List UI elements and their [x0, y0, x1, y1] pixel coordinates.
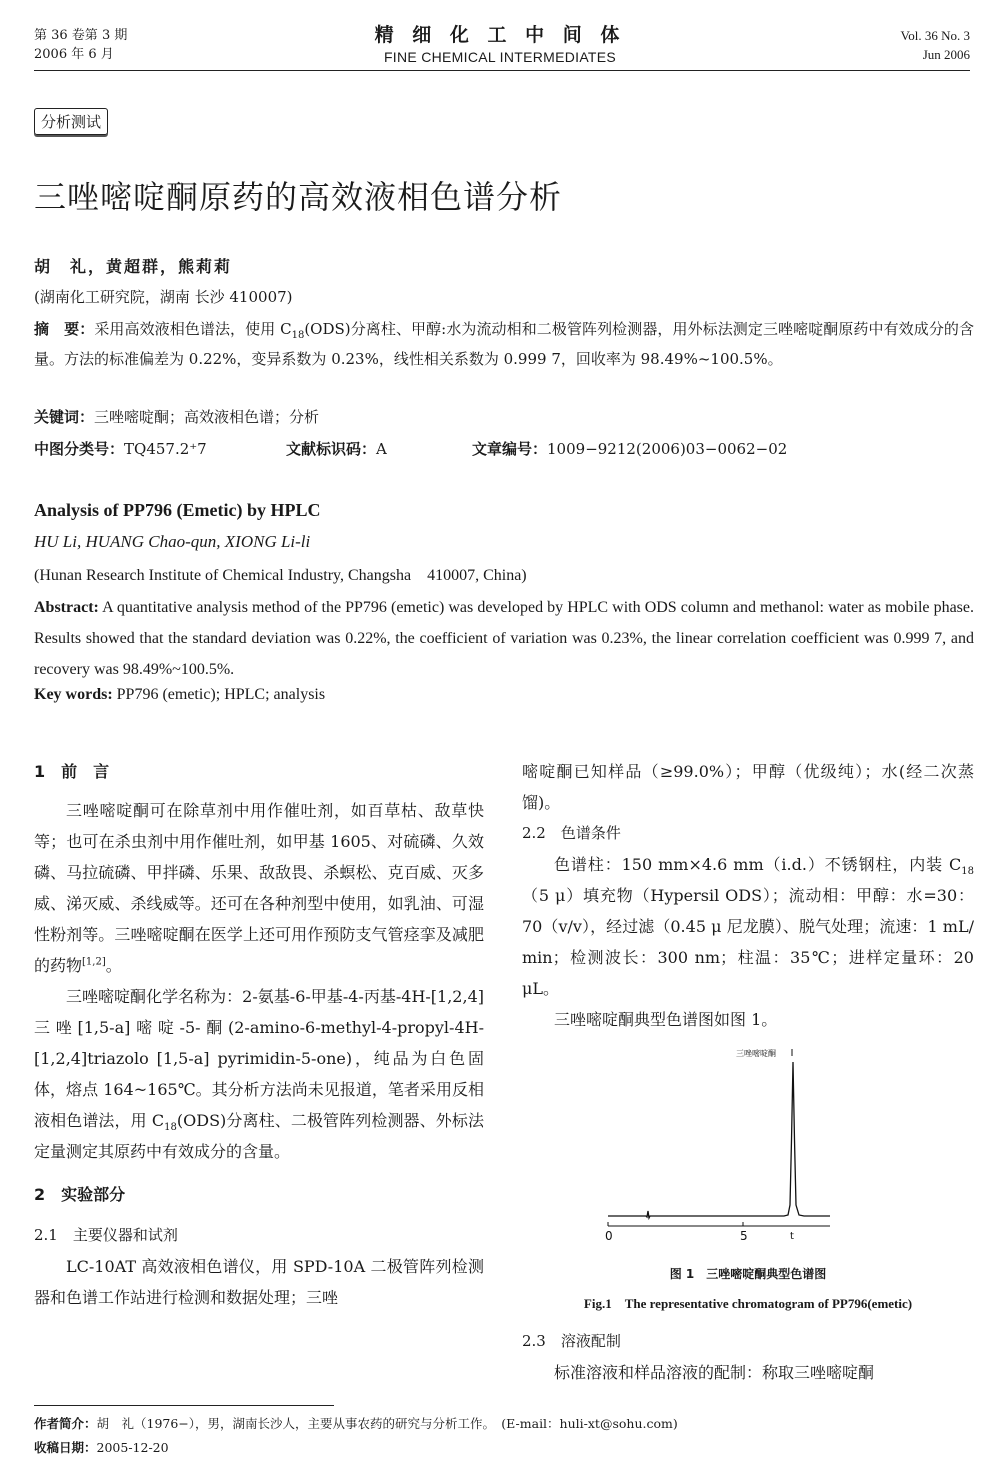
section-2-heading: 2 实验部分 [34, 1185, 126, 1204]
section-tag: 分析测试 [34, 108, 108, 135]
abstract-cn-label: 摘 要： [34, 320, 95, 338]
section-2-3-paragraph: 标准溶液和样品溶液的配制：称取三唑嘧啶酮 [554, 1363, 875, 1382]
affiliation-cn: (湖南化工研究院，湖南 长沙 410007) [34, 288, 293, 306]
section-1-paragraph-1: 三唑嘧啶酮可在除草剂中用作催吐剂，如百草枯、敌草快等；也可在杀虫剂中用作催吐剂，如甲基 1605、对硫磷、久效磷、马拉硫磷、甲拌磷、乐果、敌敌畏、杀螟松、克百威、灭多威、涕灭威、杀线威等。还可在各种剂型中使用，如乳油、可湿性粉剂等。三唑嘧啶酮在医学上还可用作预防支气管痉挛及减肥的药物[1,2]。 [34, 801, 484, 975]
keywords-en-label: Key words: [34, 686, 113, 703]
article-number: 文章编号：1009−9212(2006)03−0062−02 [472, 440, 788, 458]
citation-ref: [1,2] [82, 956, 106, 968]
x-axis-label-0: 0 [605, 1229, 613, 1243]
abstract-cn-text-b: (ODS)分离柱、甲醇:水为流动相和二极管阵列检测器，用外标法测定三唑嘧啶酮原药中有效成分的含量。方法的标准偏差为 0.22%，变异系数为 0.23%，线性相关系数为 0.999 7，回收率为 98.49%~100.5%。 [34, 320, 974, 368]
journal-name-en: FINE CHEMICAL INTERMEDIATES [383, 49, 617, 65]
paper-title-cn: 三唑嘧啶酮原药的高效液相色谱分析 [34, 178, 563, 216]
reagents-continued: 嘧啶酮已知样品（≥99.0%）；甲醇（优级纯）；水(经二次蒸馏)。 [522, 762, 974, 812]
x-axis-unit: t [790, 1231, 794, 1242]
abstract-en-label: Abstract: [34, 599, 99, 616]
journal-name [300, 20, 700, 65]
affiliation-en: (Hunan Research Institute of Chemical Industry, Changsha 410007, China) [34, 567, 527, 584]
keywords-cn-label: 关键词： [34, 408, 95, 426]
document-code: 文献标识码：A [286, 440, 387, 458]
abstract-en [34, 592, 974, 685]
section-2-2-heading: 2.2 色谱条件 [522, 824, 621, 842]
date-cn: 2006 年 6 月 [34, 47, 114, 62]
abstract-cn-text-a: 采用高效液相色谱法，使用 C [94, 320, 292, 338]
issue-info-en [901, 26, 970, 64]
right-column [522, 756, 974, 1035]
section-2-3-heading: 2.3 溶液配制 [522, 1332, 621, 1350]
section-2-2-paragraph-2: 三唑嘧啶酮典型色谱图如图 1。 [554, 1010, 778, 1029]
paper-title-en: Analysis of PP796 (Emetic) by HPLC [34, 500, 321, 520]
right-column-bottom [522, 1326, 974, 1388]
section-1-heading: 1 前 言 [34, 762, 110, 781]
keywords-en-text: PP796 (emetic); HPLC; analysis [116, 686, 326, 703]
keywords-cn [34, 406, 319, 427]
header-divider [34, 70, 970, 71]
x-axis-label-5: 5 [740, 1229, 748, 1243]
keywords-cn-text: 三唑嘧啶酮；高效液相色谱；分析 [94, 408, 320, 426]
abstract-en-text: A quantitative analysis method of the PP796 (emetic) was developed by HPLC with ODS column and methanol: water as mobile phase. Results showed that the standard deviation was 0.22%, the coefficient of variation was 0.23%, the linear correlation coefficient was 0.999 7, and recovery was 98.49%~100.5%. [34, 599, 975, 678]
footnote [34, 1412, 678, 1460]
footnote-divider [34, 1405, 334, 1406]
clc-number: 中图分类号：TQ457.2⁺7 [34, 440, 207, 458]
figure-caption-en: Fig.1 The representative chromatogram of PP796(emetic) [583, 1296, 913, 1311]
section-1-paragraph-2: 三唑嘧啶酮化学名称为：2-氨基-6-甲基-4-丙基-4H-[1,2,4]三唑[1,5-a]嘧啶-5-酮(2-amino-6-methyl-4-propyl-4H-[1,2,4]triazolo [1,5-a] pyrimidin-5-one)，纯品为白色固体，熔点 164~165℃。其分析方法尚未见报道，笔者采用反相液相色谱法，用 $C_{18}(ODS)$分离柱、二极管阵列检测器、外标法定量测定其原药中有效成分的含量。 [34, 987, 484, 1161]
section-2-2-paragraph: 色谱柱：150 mm×4.6 mm（i.d.）不锈钢柱，内装 $C_{18}(5$ μ）填充物（Hypersil ODS）；流动相：甲醇：水=30：70（v/v），经过滤（0.45 μ 尼龙膜）、脱气处理；流速：1 mL/ min；检测波长：300 nm；柱温：35℃；进样定量环：20 μL。 [522, 855, 974, 998]
figure-caption-cn: 图 1 三唑嘧啶酮典型色谱图 [669, 1267, 827, 1281]
left-column [34, 756, 484, 1313]
chromatogram-figure [522, 1040, 974, 1255]
received-date: 收稿日期：2005-12-20 [34, 1440, 169, 1455]
authors-cn: 胡 礼，黄超群，熊莉莉 [34, 257, 233, 276]
issue-info [34, 26, 127, 64]
section-2-1-paragraph: LC-10AT 高效液相色谱仪，用 SPD-10A 二极管阵列检测器和色谱工作站进行检测和数据处理；三唑 [34, 1257, 484, 1307]
peak-label: 三唑嘧啶酮 [736, 1049, 776, 1058]
volume-issue-en: Vol. 36 No. 3 [900, 28, 970, 43]
author-bio: 作者简介：胡 礼（1976−），男，湖南长沙人，主要从事农药的研究与分析工作。 (E-mail：huli-xt@sohu.com) [34, 1416, 678, 1431]
authors-en: HU Li, HUANG Chao-qun, XIONG Li-li [34, 532, 311, 551]
abstract-cn [34, 314, 974, 374]
chromatogram-trace [608, 1062, 830, 1218]
keywords-en [34, 686, 325, 704]
volume-issue-cn: 第 36 卷第 3 期 [34, 28, 128, 43]
abstract-cn-sub: 18 [291, 330, 305, 341]
date-en: Jun 2006 [922, 47, 970, 62]
section-2-1-heading: 2.1 主要仪器和试剂 [34, 1226, 178, 1244]
journal-name-cn: 精 细 化 工 中 间 体 [374, 24, 626, 46]
